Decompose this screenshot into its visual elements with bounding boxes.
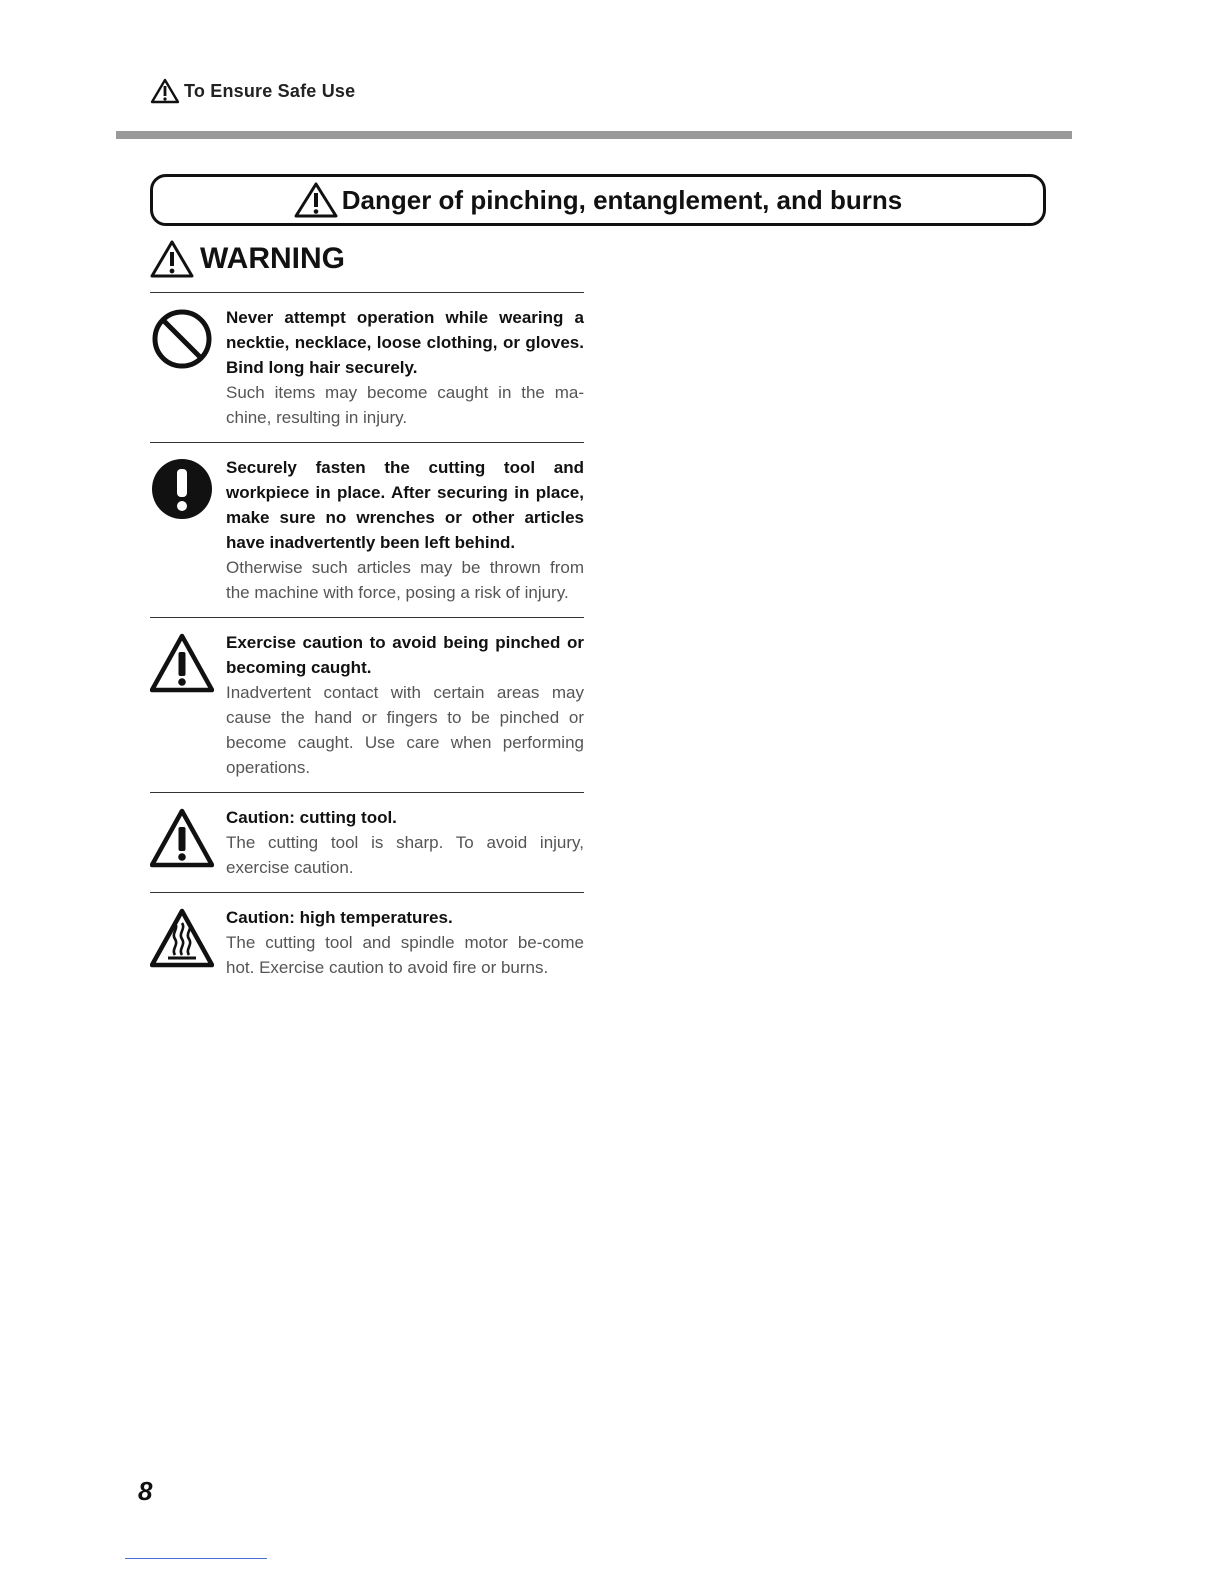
section-banner — [150, 174, 1046, 226]
warning-item-body: The cutting tool is sharp. To avoid injury, exercise caution. — [226, 833, 584, 877]
warning-list — [150, 292, 584, 992]
running-header — [150, 76, 355, 106]
warning-item-body: The cutting tool and spindle motor be-come hot. Exercise caution to avoid fire or burns. — [226, 933, 584, 977]
warning-triangle-icon — [150, 78, 180, 104]
warning-item — [150, 792, 584, 892]
warning-item-body: Such items may become caught in the ma-chine, resulting in injury. — [226, 383, 584, 427]
running-header-title: To Ensure Safe Use — [184, 80, 356, 101]
warning-item-title: Never attempt operation while wearing a necktie, necklace, loose clothing, or gloves. Bind long hair securely. — [226, 308, 584, 377]
hot-surface-icon — [150, 907, 214, 971]
warning-triangle-icon — [294, 182, 338, 218]
mandatory-action-icon — [150, 457, 214, 521]
page-number: 8 — [138, 1476, 153, 1506]
prohibition-icon — [150, 307, 214, 371]
warning-heading — [150, 240, 345, 278]
warning-triangle-icon — [150, 807, 214, 871]
section-title: Danger of pinching, entanglement, and burns — [341, 184, 903, 215]
warning-item-title: Caution: cutting tool. — [226, 808, 397, 827]
warning-item-title: Securely fasten the cutting tool and workpiece in place. After securing in place, make sure no wrenches or other articles have inadvertently been left behind. — [226, 458, 584, 552]
warning-item-title: Caution: high temperatures. — [226, 908, 453, 927]
warning-item — [150, 292, 584, 442]
warning-item — [150, 617, 584, 792]
warning-item-title: Exercise caution to avoid being pinched or becoming caught. — [226, 633, 584, 677]
warning-triangle-icon — [150, 632, 214, 696]
warning-triangle-icon — [150, 240, 194, 278]
warning-item — [150, 442, 584, 617]
warning-label: WARNING — [200, 242, 345, 275]
warning-item-body: Otherwise such articles may be thrown from the machine with force, posing a risk of injury. — [226, 558, 584, 602]
header-divider — [116, 131, 1072, 139]
bottom-rule — [125, 1558, 267, 1559]
warning-item-body: Inadvertent contact with certain areas may cause the hand or fingers to be pinched or become caught. Use care when performing operations. — [226, 683, 584, 777]
warning-item — [150, 892, 584, 992]
